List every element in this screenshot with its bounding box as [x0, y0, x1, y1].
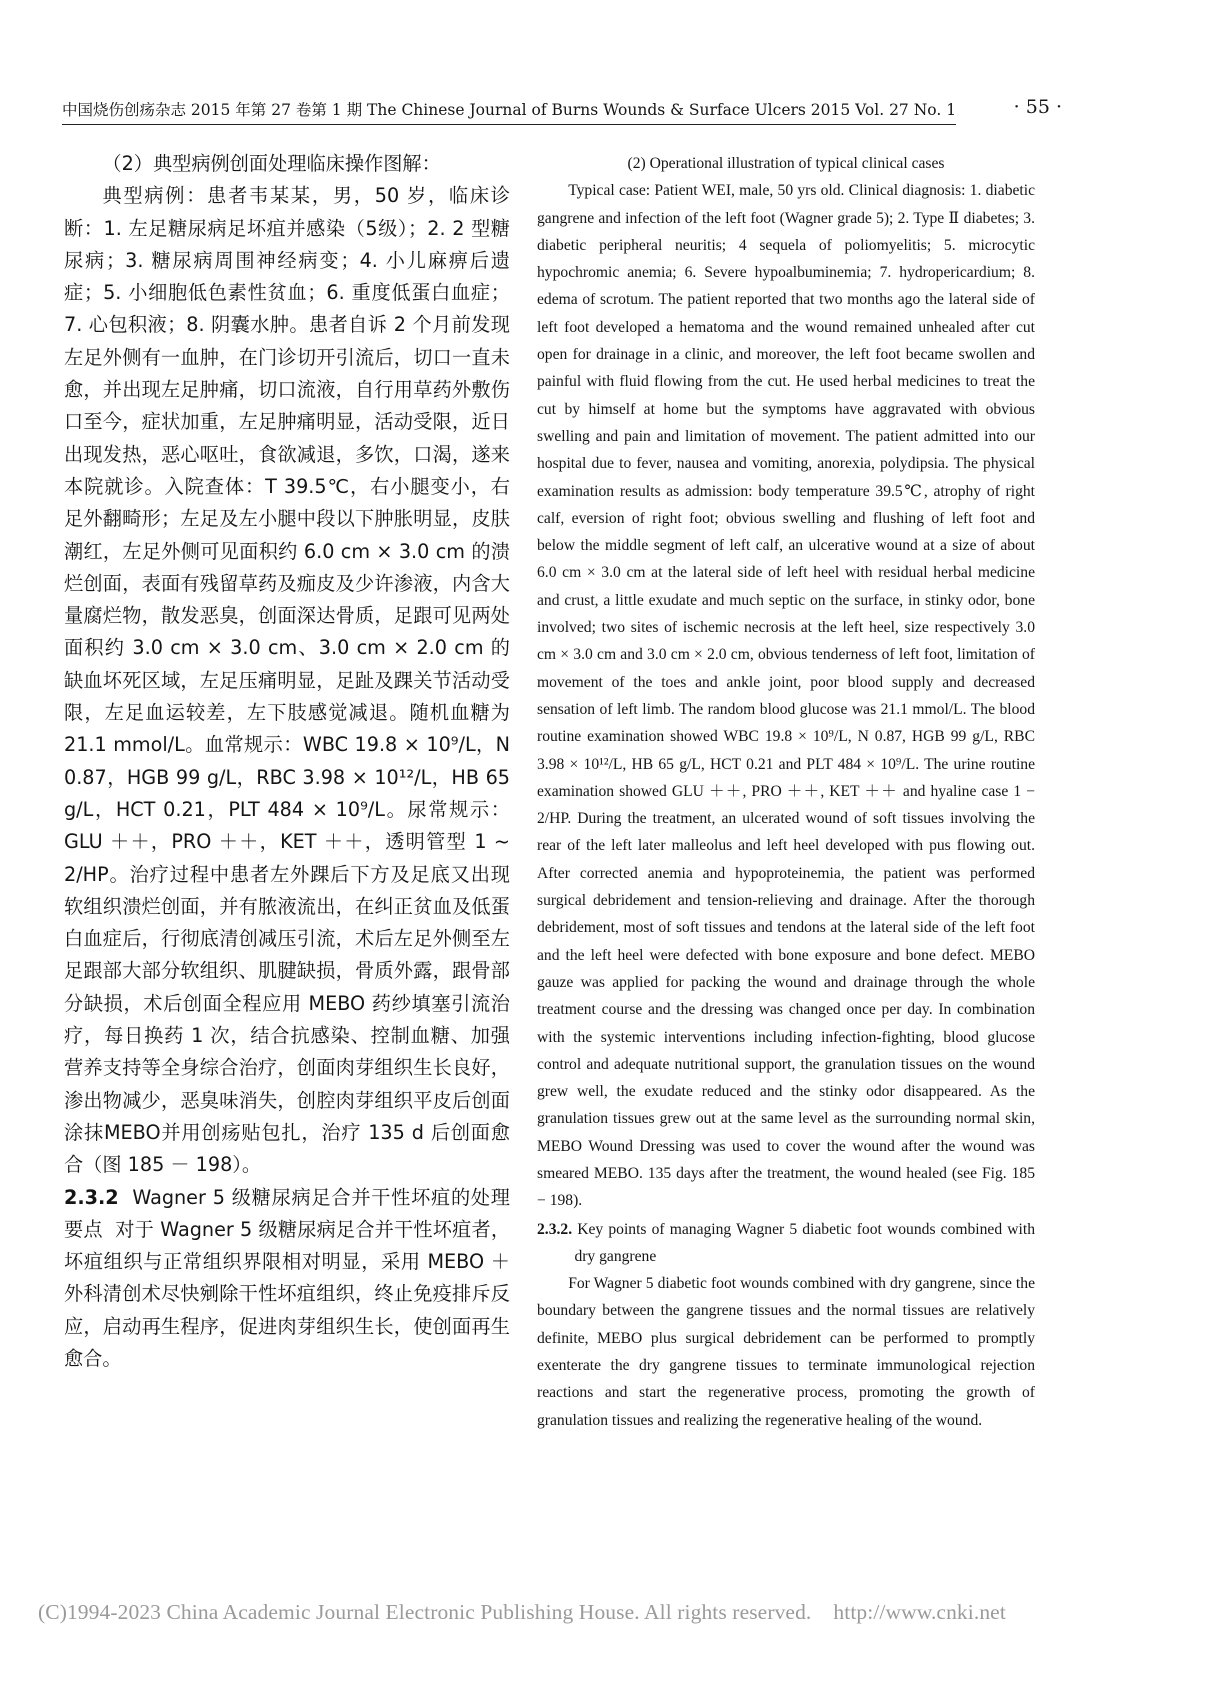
en-section-title: Key points of managing Wagner 5 diabetic foot wounds combined with dry gangrene: [574, 1220, 1035, 1265]
zh-section-body: 对于 Wagner 5 级糖尿病足合并干性坏疽者，坏疽组织与正常组织界限相对明显，采用 MEBO ＋ 外科清创术尽快剜除干性坏疽组织，终止免疫排斥反应，启动再生程序，促进肉芽组织生长，使创面再生愈合。: [64, 1217, 511, 1370]
zh-section-2-3-2: [64, 1182, 510, 1376]
chinese-column: [64, 148, 510, 1375]
en-section-body: For Wagner 5 diabetic foot wounds combined with dry gangrene, since the boundary between the gangrene tissues and the normal tissues are relatively definite, MEBO plus surgical debridement can be performed to promptly exenterate the dry gangrene tissues to terminate immunological rejection reactions and start the regenerative process, promoting the growth of granulation tissues and realizing the regenerative healing of the wound.: [537, 1275, 1035, 1429]
english-column: [537, 150, 1035, 1434]
page-number: · 55 ·: [1013, 96, 1062, 118]
copyright-footer: [38, 1600, 1183, 1625]
en-section-heading: [537, 1216, 1035, 1271]
en-section-number: 2.3.2.: [537, 1220, 573, 1238]
running-header: [62, 96, 1062, 126]
en-case-paragraph: Typical case: Patient WEI, male, 50 yrs old. Clinical diagnosis: 1. diabetic gangrene and infection of the left foot (Wagner grade 5); 2. Type Ⅱ diabetes; 3. diabetic peripheral neuritis; 4 sequela of poliomyelitis; 5. microcytic hypochromic anemia; 6. Severe hypoalbuminemia; 7. hydropericardium; 8. edema of scrotum. The patient reported that two months ago the lateral side of left foot developed a hematoma and the wound remained unhealed after cut open for drainage in a clinic, and moreover, the left foot became swollen and painful with fluid flowing from the cut. He used herbal medicines to treat the cut by himself at home but the symptoms have aggravated with obvious swelling and pain and limitation of movement. The patient admitted into our hospital due to fever, nausea and vomiting, anorexia, polydipsia. The physical examination results as admission: body temperature 39.5℃, atrophy of right calf, eversion of right foot; obvious swelling and flushing of left foot and below the middle segment of left calf, an ulcerative wound at a size of about 6.0 cm × 3.0 cm at the lateral side of left heel with residual herbal medicine and crust, a little exudate and much septic on the surface, in stinky odor, bone involved; two sites of ischemic necrosis at the left heel, size respectively 3.0 cm × 3.0 cm and 3.0 cm × 2.0 cm, obvious tenderness of left foot, limitation of movement of the toes and ankle joint, poor blood supply and decreased sensation of left limb. The random blood glucose was 21.1 mmol/L. The blood routine examination showed WBC 19.8 × 10⁹/L, N 0.87, HGB 99 g/L, RBC 3.98 × 10¹²/L, HB 65 g/L, HCT 0.21 and PLT 484 × 10⁹/L. The urine routine examination showed GLU ＋＋, PRO ＋＋, KET ＋＋ and hyaline case 1 − 2/HP. During the treatment, an ulcerated wound of soft tissues involving the rear of the left later malleolus and left heel developed with pus flowing out. After corrected anemia and hypoproteinemia, the patient was performed surgical debridement and tension-relieving and drainage. After the thorough debridement, most of soft tissues and tendons at the lateral side of the left foot and the left heel were defected with bone exposure and bone defect. MEBO gauze was applied for packing the wound and drainage through the whole treatment course and the dressing was changed once per day. In combination with the systemic interventions including infection-fighting, blood glucose control and adequate nutritional support, the granulation tissues on the wound grew well, the exudate reduced and the stinky odor disappeared. As the granulation tissues grew out at the same level as the surrounding normal skin, MEBO Wound Dressing was used to cover the wound after the wound was smeared MEBO. 135 days after the treatment, the wound healed (see Fig. 185 − 198).: [537, 182, 1035, 1210]
zh-section-number: 2.3.2: [64, 1185, 119, 1209]
zh-case-heading: （2）典型病例创面处理临床操作图解：: [102, 152, 441, 175]
zh-section-title: Wagner 5 级糖尿病足合并干性坏疽的处理要点: [64, 1185, 510, 1241]
zh-case-paragraph: 典型病例：患者韦某某，男，50 岁，临床诊断：1. 左足糖尿病足坏疽并感染（5级）；2. 2 型糖尿病；3. 糖尿病周围神经病变；4. 小儿麻痹后遗症；5. 小细胞低色素性贫血；6. 重度低蛋白血症；7. 心包积液；8. 阴囊水肿。患者自诉 2 个月前发现左足外侧有一血肿，在门诊切开引流后，切口一直未愈，并出现左足肿痛，切口流液，自行用草药外敷伤口至今，症状加重，左足肿痛明显，活动受限，近日出现发热，恶心呕吐，食欲减退，多饮，口渴，遂来本院就诊。入院查体：T 39.5℃，右小腿变小，右足外翻畸形；左足及左小腿中段以下肿胀明显，皮肤潮红，左足外侧可见面积约 6.0 cm × 3.0 cm 的溃烂创面，表面有残留草药及痂皮及少许渗液，内含大量腐烂物，散发恶臭，创面深达骨质，足跟可见两处面积约 3.0 cm × 3.0 cm、3.0 cm × 2.0 cm 的缺血坏死区域，左足压痛明显，足趾及踝关节活动受限，左足血运较差，左下肢感觉减退。随机血糖为21.1 mmol/L。血常规示：WBC 19.8 × 10⁹/L，N 0.87，HGB 99 g/L，RBC 3.98 × 10¹²/L，HB 65 g/L，HCT 0.21，PLT 484 × 10⁹/L。尿常规示：GLU ＋＋，PRO ＋＋，KET ＋＋，透明管型 1 ~ 2/HP。治疗过程中患者左外踝后下方及足底又出现软组织溃烂创面，并有脓液流出，在纠正贫血及低蛋白血症后，行彻底清创减压引流，术后左足外侧至左足跟部大部分软组织、肌腱缺损，骨质外露，跟骨部分缺损，术后创面全程应用 MEBO 药纱填塞引流治疗，每日换药 1 次，结合抗感染、控制血糖、加强营养支持等全身综合治疗，创面肉芽组织生长良好，渗出物减少，恶臭味消失，创腔肉芽组织平皮后创面涂抹MEBO并用创疡贴包扎，治疗 135 d 后创面愈合（图 185 － 198）。: [64, 184, 510, 1177]
en-case-heading: (2) Operational illustration of typical clinical cases: [627, 155, 945, 172]
copyright-text: (C)1994-2023 China Academic Journal Electronic Publishing House. All rights reserved.: [38, 1600, 812, 1624]
journal-citation-line: 中国烧伤创疡杂志 2015 年第 27 卷第 1 期 The Chinese Journal of Burns Wounds & Surface Ulcers 2015 Vol. 27 No. 1: [62, 98, 956, 125]
cnki-url: http://www.cnki.net: [833, 1600, 1006, 1624]
